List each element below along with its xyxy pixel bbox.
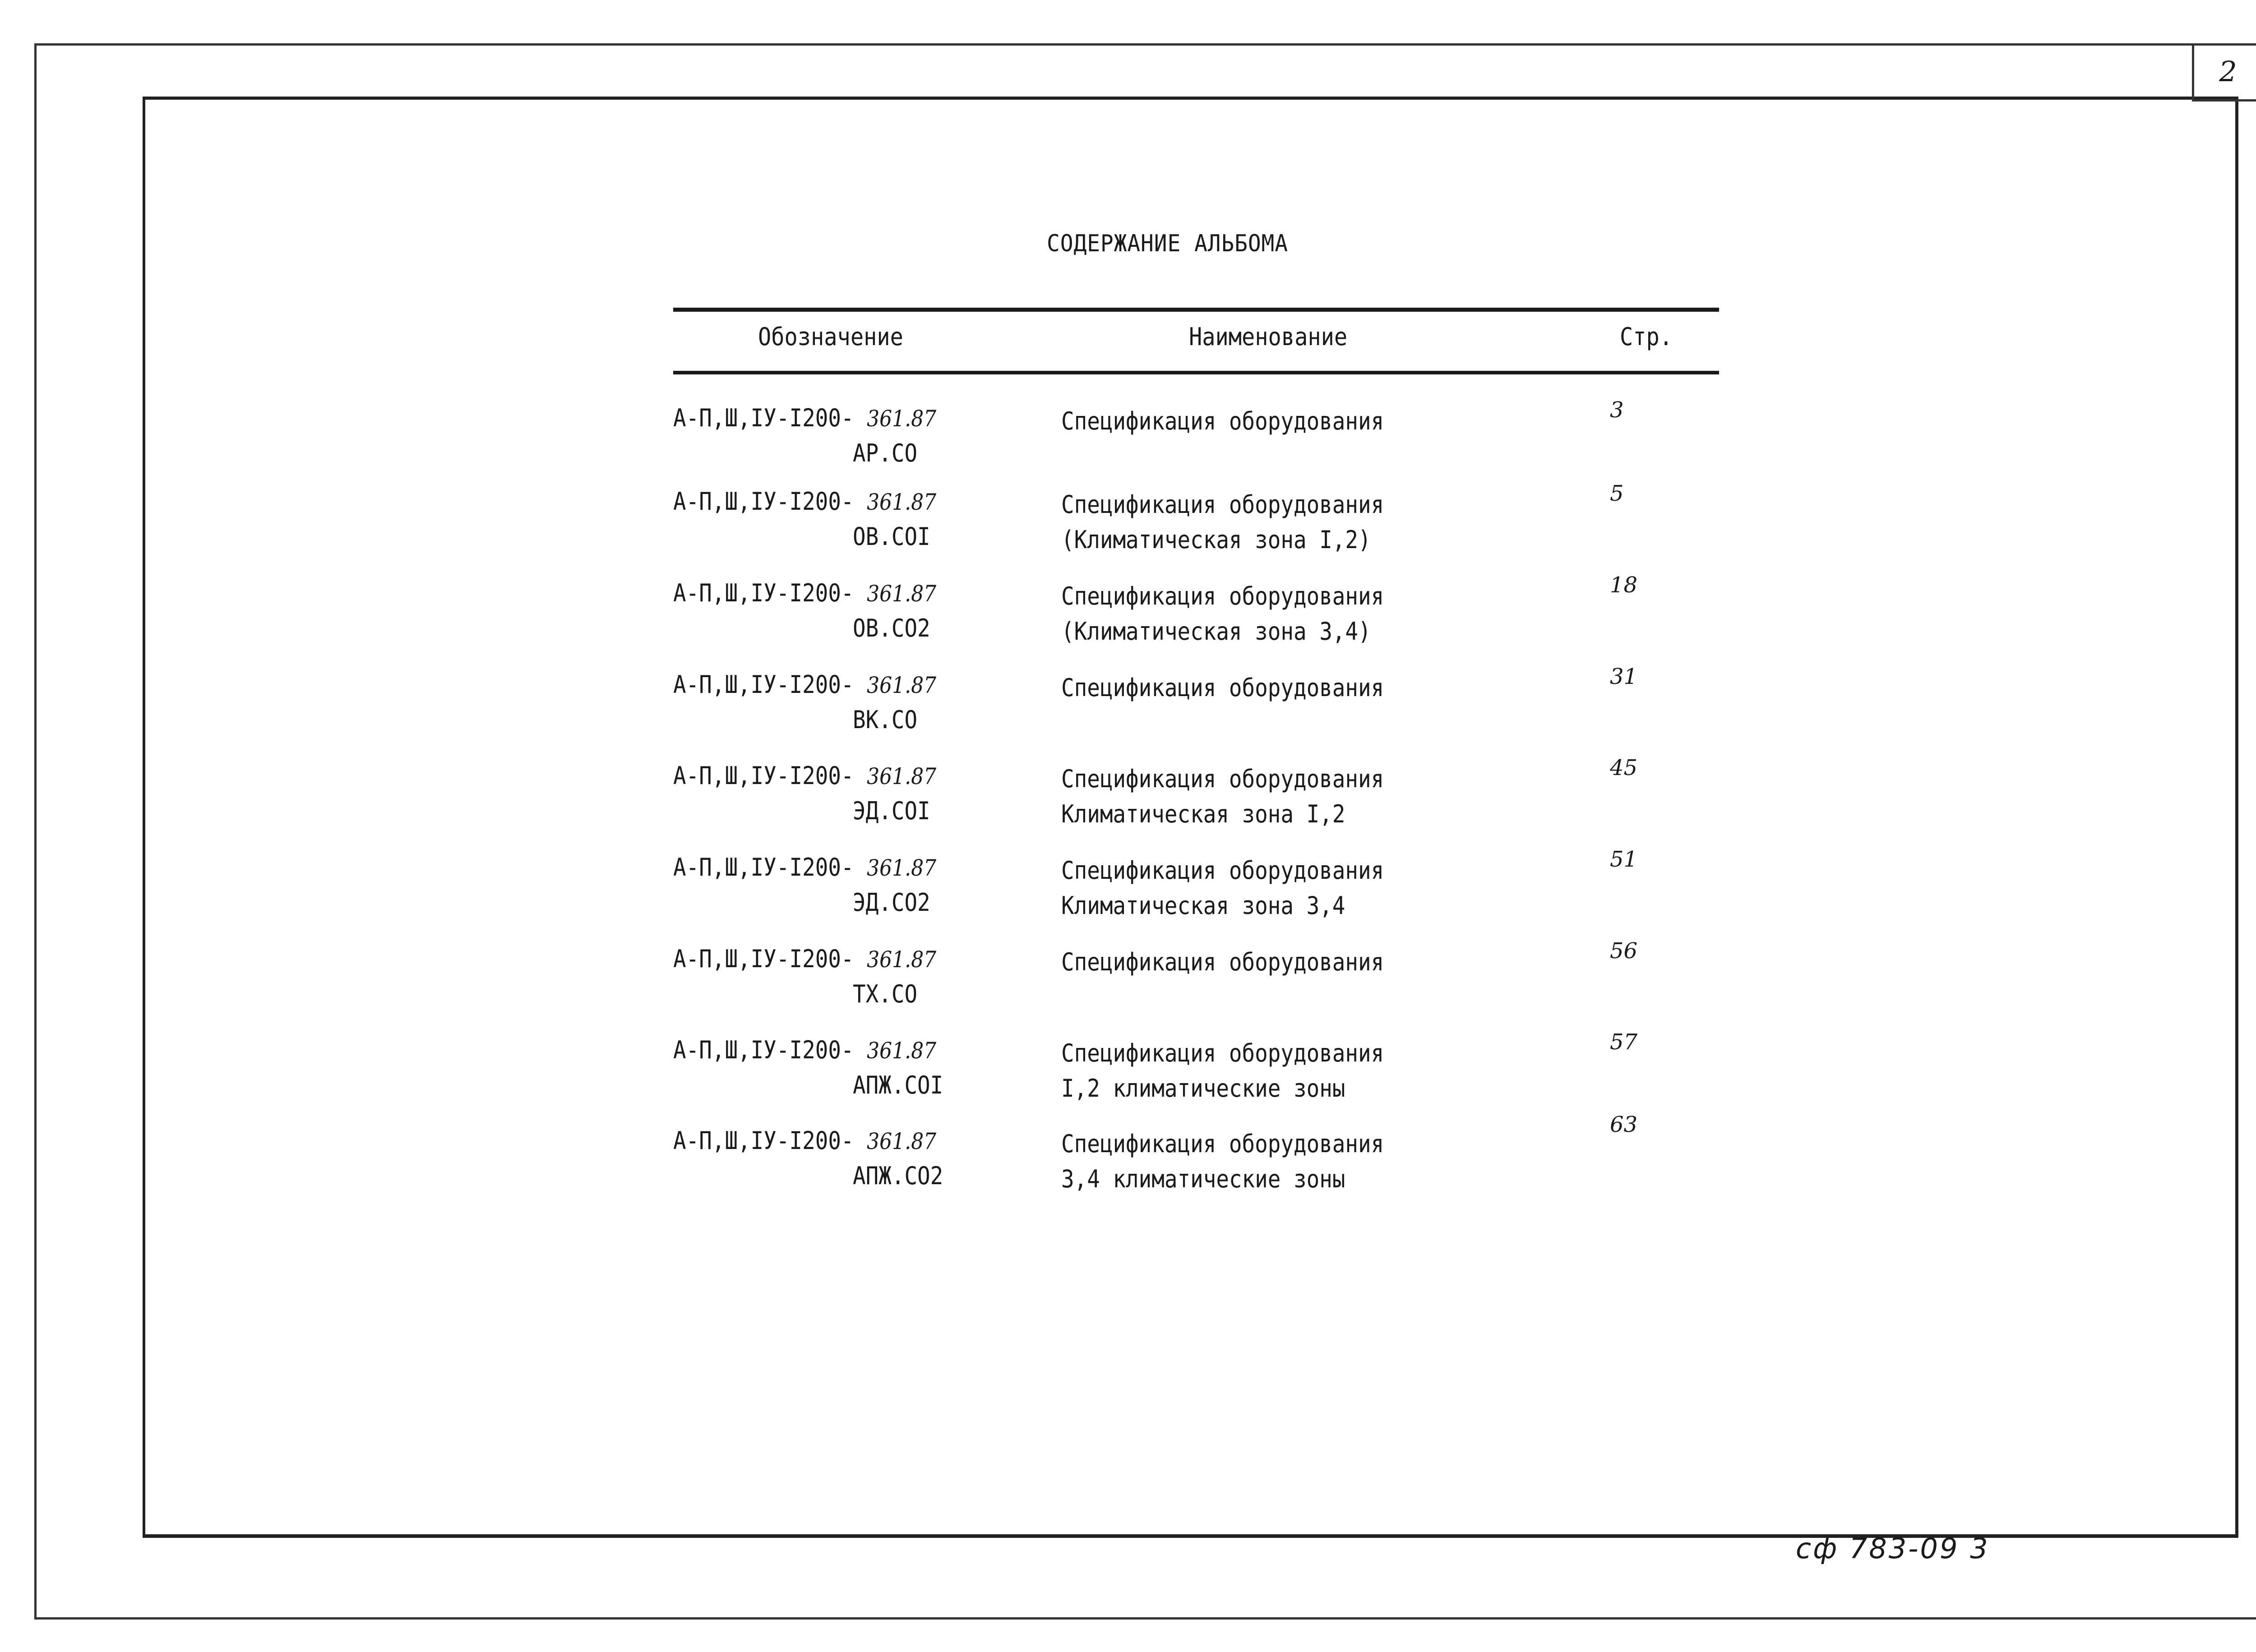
sheet-number: 2 [2192,43,2256,102]
table-row [0,847,2256,943]
table-top-rule [673,308,1719,312]
table-row [0,481,2256,577]
page-number: 3 [1610,397,1624,423]
designation-code: А-П,Ш,IУ-I200- 361.87 [673,670,937,699]
designation-suffix: ОВ.СО2 [853,614,930,642]
designation-code: А-П,Ш,IУ-I200- 361.87 [673,404,937,432]
item-name: Спецификация оборудования [1061,948,1384,976]
page-number: 51 [1610,847,1638,872]
page-number: 57 [1610,1029,1638,1055]
designation-suffix: ТХ.СО [853,980,918,1008]
designation-suffix: ОВ.СОI [853,522,930,551]
document-stamp: сф 783-09 3 [1796,1532,1990,1565]
item-name: Спецификация оборудования Климатическая зона I,2 [1061,765,1384,828]
designation-code: А-П,Ш,IУ-I200- 361.87 [673,579,937,607]
item-name: Спецификация оборудования (Климатическая зона I,2) [1061,490,1384,554]
page-number: 45 [1610,755,1638,780]
item-name: Спецификация оборудования [1061,674,1384,702]
table-row [0,1112,2256,1217]
page-number: 31 [1610,664,1638,689]
table-header-rule [673,371,1719,374]
item-name: Спецификация оборудования [1061,407,1384,435]
designation-suffix: ЭД.СО2 [853,888,930,917]
page-number: 18 [1610,572,1638,598]
table-row [0,572,2256,669]
column-header-name: Наименование [1189,323,1348,351]
designation-code: А-П,Ш,IУ-I200- 361.87 [673,945,937,973]
designation-suffix: ЭД.СОI [853,797,930,825]
item-name: Спецификация оборудования I,2 климатические зоны [1061,1039,1384,1103]
page-number: 63 [1610,1112,1638,1137]
table-row [0,397,2256,494]
designation-code: А-П,Ш,IУ-I200- 361.87 [673,1126,937,1155]
designation-code: А-П,Ш,IУ-I200- 361.87 [673,487,937,516]
table-row [0,664,2256,761]
page-number: 5 [1610,481,1624,506]
item-name: Спецификация оборудования (Климатическая зона 3,4) [1061,582,1384,646]
designation-code: А-П,Ш,IУ-I200- 361.87 [673,1036,937,1064]
column-header-page: Стр. [1620,323,1673,351]
designation-suffix: АПЖ.СОI [853,1071,943,1099]
table-row [0,755,2256,852]
designation-code: А-П,Ш,IУ-I200- 361.87 [673,853,937,881]
designation-suffix: АР.СО [853,439,918,467]
item-name: Спецификация оборудования Климатическая зона 3,4 [1061,856,1384,920]
item-name: Спецификация оборудования 3,4 климатические зоны [1061,1130,1384,1193]
page-title: СОДЕРЖАНИЕ АЛЬБОМА [1047,230,1289,257]
table-row [0,938,2256,1035]
column-header-designation: Обозначение [758,323,903,351]
designation-code: А-П,Ш,IУ-I200- 361.87 [673,761,937,790]
page-number: 56 [1610,938,1638,964]
designation-suffix: ВК.СО [853,706,918,734]
table-row [0,1029,2256,1126]
designation-suffix: АПЖ.СО2 [853,1162,943,1190]
